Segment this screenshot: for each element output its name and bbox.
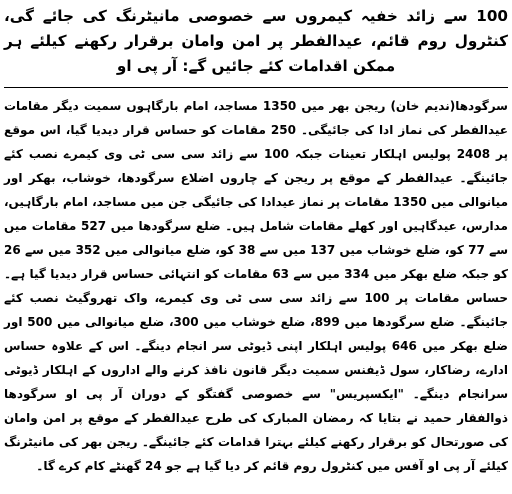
news-article <box>4 4 508 490</box>
article-headline: 100 سے زائد خفیہ کیمروں سے خصوصی مانیٹرنگ کی جائے گی، کنٹرول روم قائم، عیدالفطر پر امن وامان برقرار رکھنے کیلئے ہر ممکن اقدامات کئے جائیں گے: آر پی او <box>4 4 508 88</box>
article-body: سرگودھا(ندیم خان) ریجن بھر میں 1350 مساجد، امام بارگاہوں سمیت دیگر مقامات عیدالفطر کی نماز ادا کی جائیگی۔ 250 مقامات کو حساس قرار دیدیا گیا، اس موقع پر 2408 پولیس اہلکار تعینات جبکہ 100 سے زائد سی سی ٹی وی کیمرے نصب کئے جائینگے۔ عیدالفطر کے موقع پر ریجن کے چاروں اضلاع سرگودھا، خوشاب، بھکر اور میانوالی میں 1350 مقامات پر نماز عیدادا کی جائیگی جن میں مساجد، امام بارگاہیں، مدارس، عیدگاہیں اور کھلے مقامات شامل ہیں۔ ضلع سرگودھا میں 527 مقامات میں سے 77 کو، ضلع خوشاب میں 137 میں سے 38 کو، ضلع میانوالی میں 352 میں سے 26 کو جبکہ ضلع بھکر میں 334 میں سے 63 مقامات کو انتہائی حساس قرار دیدیا گیا ہے۔ حساس مقامات پر 100 سے زائد سی سی ٹی وی کیمرے، واک تھروگیٹ نصب کئے جائینگے۔ ضلع سرگودھا میں 899، ضلع خوشاب میں 300، ضلع میانوالی میں 500 اور ضلع بھکر میں 646 پولیس اہلکار اپنی ڈیوٹی سر انجام دینگے۔ اس کے علاوہ حساس ادارے، رضاکار، سول ڈیفنس سمیت دیگر قانون نافذ کرنے والے اداروں کے اہلکار ڈیوٹی سرانجام دینگے۔ "ایکسپریس" سے خصوصی گفتگو کے دوران آر پی او سرگودھا ذوالفقار حمید نے بتایا کہ رمضان المبارک کی طرح عیدالفطر کے موقع پر امن وامان کی صورتحال کو برقرار رکھنے کیلئے بہترا قدامات کئے جائینگے۔ ریجن بھر کی مانیٹرنگ کیلئے آر پی او آفس میں کنٹرول روم قائم کر دیا گیا ہے جو 24 گھنٹے کام کرے گا۔ <box>4 99 509 473</box>
